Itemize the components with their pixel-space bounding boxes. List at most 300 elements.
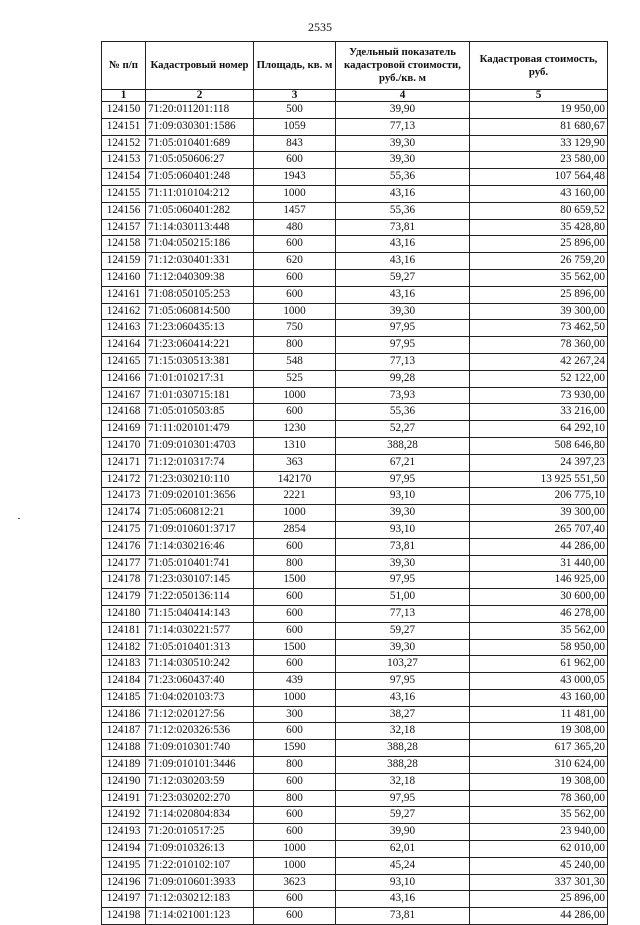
cadastral-number-cell: 71:20:011201:118 [146,102,254,119]
cadastral-number-cell: 71:05:060812:21 [146,505,254,522]
area-cell: 600 [254,622,336,639]
area-cell: 1059 [254,118,336,135]
table-row [102,236,608,253]
cadastral-number-cell: 71:11:020101:479 [146,421,254,438]
area-cell: 600 [254,656,336,673]
table-row [102,421,608,438]
cadastral-value-cell: 24 397,23 [470,454,608,471]
area-cell: 600 [254,286,336,303]
cadastral-value-cell: 61 962,00 [470,656,608,673]
area-cell: 600 [254,807,336,824]
cadastral-value-cell: 19 308,00 [470,773,608,790]
cadastral-number-cell: 71:23:030202:270 [146,790,254,807]
cadastral-value-cell: 78 360,00 [470,790,608,807]
cadastral-number-cell: 71:05:010401:313 [146,639,254,656]
row-number-cell: 124158 [102,236,146,253]
area-cell: 1000 [254,857,336,874]
unit-rate-cell: 38,27 [336,706,470,723]
area-cell: 1500 [254,639,336,656]
unit-rate-cell: 39,30 [336,135,470,152]
row-number-cell: 124157 [102,219,146,236]
column-number: 2 [146,90,254,102]
table-row [102,437,608,454]
cadastral-number-cell: 71:05:050606:27 [146,152,254,169]
unit-rate-cell: 67,21 [336,454,470,471]
area-cell: 800 [254,555,336,572]
table-row [102,639,608,656]
cadastral-value-cell: 80 659,52 [470,202,608,219]
cadastral-number-cell: 71:23:060437:40 [146,673,254,690]
cadastral-value-cell: 44 286,00 [470,908,608,925]
area-cell: 750 [254,320,336,337]
unit-rate-cell: 55,36 [336,404,470,421]
row-number-cell: 124160 [102,269,146,286]
cadastral-value-cell: 310 624,00 [470,757,608,774]
area-cell: 600 [254,152,336,169]
row-number-cell: 124197 [102,891,146,908]
cadastral-number-cell: 71:20:010517:25 [146,824,254,841]
unit-rate-cell: 62,01 [336,841,470,858]
cadastral-number-cell: 71:12:040309:38 [146,269,254,286]
area-cell: 600 [254,589,336,606]
row-number-cell: 124172 [102,471,146,488]
cadastral-number-cell: 71:22:050136:114 [146,589,254,606]
cadastral-number-cell: 71:12:010317:74 [146,454,254,471]
cadastral-value-cell: 107 564,48 [470,169,608,186]
table-row [102,656,608,673]
unit-rate-cell: 39,30 [336,303,470,320]
table-row [102,521,608,538]
row-number-cell: 124191 [102,790,146,807]
cadastral-value-cell: 73 462,50 [470,320,608,337]
table-row [102,202,608,219]
unit-rate-cell: 73,93 [336,387,470,404]
row-number-cell: 124173 [102,488,146,505]
area-cell: 1230 [254,421,336,438]
cadastral-value-cell: 39 300,00 [470,505,608,522]
margin-mark [18,518,20,519]
header-area: Площадь, кв. м [254,42,336,90]
column-number: 5 [470,90,608,102]
cadastral-value-cell: 33 129,90 [470,135,608,152]
row-number-cell: 124192 [102,807,146,824]
row-number-cell: 124179 [102,589,146,606]
cadastral-value-cell: 78 360,00 [470,337,608,354]
cadastral-value-cell: 617 365,20 [470,740,608,757]
cadastral-value-cell: 58 950,00 [470,639,608,656]
table-row [102,387,608,404]
cadastral-number-cell: 71:14:021001:123 [146,908,254,925]
area-cell: 142170 [254,471,336,488]
table-row [102,303,608,320]
unit-rate-cell: 39,30 [336,639,470,656]
unit-rate-cell: 77,13 [336,353,470,370]
cadastral-number-cell: 71:12:030401:331 [146,253,254,270]
row-number-cell: 124151 [102,118,146,135]
row-number-cell: 124177 [102,555,146,572]
row-number-cell: 124169 [102,421,146,438]
cadastral-number-cell: 71:04:020103:73 [146,689,254,706]
cadastral-value-cell: 52 122,00 [470,370,608,387]
row-number-cell: 124165 [102,353,146,370]
cadastral-value-cell: 81 680,67 [470,118,608,135]
row-number-cell: 124153 [102,152,146,169]
row-number-cell: 124156 [102,202,146,219]
unit-rate-cell: 97,95 [336,320,470,337]
table-row [102,555,608,572]
row-number-cell: 124194 [102,841,146,858]
table-row [102,857,608,874]
cadastral-number-cell: 71:05:010401:689 [146,135,254,152]
unit-rate-cell: 73,81 [336,219,470,236]
table-row [102,118,608,135]
unit-rate-cell: 43,16 [336,689,470,706]
cadastral-value-table [101,41,608,925]
table-row [102,320,608,337]
unit-rate-cell: 32,18 [336,773,470,790]
row-number-cell: 124171 [102,454,146,471]
cadastral-number-cell: 71:15:030513:381 [146,353,254,370]
area-cell: 500 [254,102,336,119]
row-number-cell: 124166 [102,370,146,387]
cadastral-value-cell: 25 896,00 [470,286,608,303]
cadastral-value-cell: 43 000,05 [470,673,608,690]
table-row [102,605,608,622]
unit-rate-cell: 97,95 [336,337,470,354]
cadastral-value-cell: 508 646,80 [470,437,608,454]
column-number: 4 [336,90,470,102]
area-cell: 600 [254,605,336,622]
row-number-cell: 124162 [102,303,146,320]
row-number-cell: 124189 [102,757,146,774]
area-cell: 1000 [254,841,336,858]
header-unit-rate: Удельный показатель кадастровой стоимости, руб./кв. м [336,42,470,90]
cadastral-value-cell: 35 562,00 [470,269,608,286]
table-row [102,404,608,421]
area-cell: 600 [254,538,336,555]
area-cell: 1000 [254,185,336,202]
row-number-cell: 124174 [102,505,146,522]
cadastral-number-cell: 71:14:030221:577 [146,622,254,639]
unit-rate-cell: 93,10 [336,488,470,505]
unit-rate-cell: 51,00 [336,589,470,606]
table-row [102,353,608,370]
table-row [102,773,608,790]
unit-rate-cell: 388,28 [336,740,470,757]
cadastral-number-cell: 71:01:030715:181 [146,387,254,404]
area-cell: 3623 [254,874,336,891]
table-row [102,706,608,723]
area-cell: 300 [254,706,336,723]
area-cell: 600 [254,723,336,740]
cadastral-number-cell: 71:09:010301:4703 [146,437,254,454]
area-cell: 1943 [254,169,336,186]
cadastral-value-cell: 265 707,40 [470,521,608,538]
table-row [102,790,608,807]
table-row [102,673,608,690]
cadastral-number-cell: 71:08:050105:253 [146,286,254,303]
table-row [102,622,608,639]
unit-rate-cell: 97,95 [336,673,470,690]
row-number-cell: 124187 [102,723,146,740]
cadastral-value-cell: 64 292,10 [470,421,608,438]
column-number-row [102,90,608,102]
cadastral-value-cell: 43 160,00 [470,185,608,202]
unit-rate-cell: 43,16 [336,891,470,908]
unit-rate-cell: 55,36 [336,169,470,186]
cadastral-value-cell: 33 216,00 [470,404,608,421]
row-number-cell: 124198 [102,908,146,925]
table-row [102,807,608,824]
unit-rate-cell: 43,16 [336,253,470,270]
area-cell: 600 [254,236,336,253]
cadastral-value-cell: 19 950,00 [470,102,608,119]
row-number-cell: 124159 [102,253,146,270]
unit-rate-cell: 73,81 [336,908,470,925]
unit-rate-cell: 59,27 [336,807,470,824]
table-row [102,152,608,169]
unit-rate-cell: 52,27 [336,421,470,438]
area-cell: 800 [254,337,336,354]
unit-rate-cell: 39,90 [336,102,470,119]
cadastral-value-cell: 25 896,00 [470,236,608,253]
table-row [102,370,608,387]
table-row [102,538,608,555]
cadastral-number-cell: 71:09:010601:3717 [146,521,254,538]
row-number-cell: 124175 [102,521,146,538]
cadastral-value-cell: 44 286,00 [470,538,608,555]
column-number: 1 [102,90,146,102]
unit-rate-cell: 97,95 [336,572,470,589]
cadastral-number-cell: 71:05:010503:85 [146,404,254,421]
row-number-cell: 124190 [102,773,146,790]
unit-rate-cell: 97,95 [336,790,470,807]
row-number-cell: 124184 [102,673,146,690]
unit-rate-cell: 39,30 [336,152,470,169]
cadastral-number-cell: 71:05:060401:282 [146,202,254,219]
cadastral-value-cell: 23 940,00 [470,824,608,841]
area-cell: 2854 [254,521,336,538]
cadastral-number-cell: 71:01:010217:31 [146,370,254,387]
table-row [102,505,608,522]
cadastral-number-cell: 71:09:010101:3446 [146,757,254,774]
table-row [102,689,608,706]
cadastral-value-cell: 146 925,00 [470,572,608,589]
area-cell: 1590 [254,740,336,757]
table-row [102,253,608,270]
table-row [102,874,608,891]
table-row [102,740,608,757]
row-number-cell: 124168 [102,404,146,421]
cadastral-value-cell: 39 300,00 [470,303,608,320]
area-cell: 1000 [254,505,336,522]
unit-rate-cell: 43,16 [336,185,470,202]
row-number-cell: 124188 [102,740,146,757]
area-cell: 1000 [254,387,336,404]
table-row [102,757,608,774]
cadastral-value-cell: 43 160,00 [470,689,608,706]
row-number-cell: 124154 [102,169,146,186]
cadastral-value-cell: 13 925 551,50 [470,471,608,488]
cadastral-number-cell: 71:09:010601:3933 [146,874,254,891]
unit-rate-cell: 77,13 [336,605,470,622]
unit-rate-cell: 59,27 [336,269,470,286]
table-row [102,488,608,505]
cadastral-number-cell: 71:14:030113:448 [146,219,254,236]
cadastral-value-cell: 11 481,00 [470,706,608,723]
header-row-number: № п/п [102,42,146,90]
area-cell: 2221 [254,488,336,505]
unit-rate-cell: 388,28 [336,437,470,454]
unit-rate-cell: 55,36 [336,202,470,219]
cadastral-number-cell: 71:23:060414:221 [146,337,254,354]
cadastral-value-cell: 31 440,00 [470,555,608,572]
cadastral-number-cell: 71:14:030510:242 [146,656,254,673]
unit-rate-cell: 77,13 [336,118,470,135]
cadastral-number-cell: 71:23:060435:13 [146,320,254,337]
cadastral-value-cell: 25 896,00 [470,891,608,908]
unit-rate-cell: 93,10 [336,874,470,891]
cadastral-number-cell: 71:14:020804:834 [146,807,254,824]
table-row [102,269,608,286]
cadastral-value-cell: 23 580,00 [470,152,608,169]
area-cell: 843 [254,135,336,152]
row-number-cell: 124180 [102,605,146,622]
table-row [102,723,608,740]
cadastral-number-cell: 71:09:030301:1586 [146,118,254,135]
table-row [102,135,608,152]
unit-rate-cell: 93,10 [336,521,470,538]
area-cell: 1000 [254,689,336,706]
cadastral-value-cell: 35 562,00 [470,807,608,824]
cadastral-value-cell: 337 301,30 [470,874,608,891]
area-cell: 600 [254,404,336,421]
cadastral-number-cell: 71:15:040414:143 [146,605,254,622]
cadastral-number-cell: 71:12:020127:56 [146,706,254,723]
area-cell: 480 [254,219,336,236]
cadastral-number-cell: 71:09:010301:740 [146,740,254,757]
area-cell: 600 [254,908,336,925]
header-row [102,42,608,90]
table-row [102,219,608,236]
area-cell: 600 [254,891,336,908]
table-row [102,589,608,606]
cadastral-number-cell: 71:12:030212:183 [146,891,254,908]
cadastral-number-cell: 71:22:010102:107 [146,857,254,874]
cadastral-number-cell: 71:05:060814:500 [146,303,254,320]
column-number: 3 [254,90,336,102]
table-row [102,572,608,589]
table-row [102,102,608,119]
unit-rate-cell: 43,16 [336,286,470,303]
area-cell: 1500 [254,572,336,589]
header-cadastral-value: Кадастровая стоимость, руб. [470,42,608,90]
cadastral-number-cell: 71:05:060401:248 [146,169,254,186]
cadastral-number-cell: 71:09:020101:3656 [146,488,254,505]
table-body [102,102,608,925]
cadastral-value-cell: 42 267,24 [470,353,608,370]
cadastral-number-cell: 71:14:030216:46 [146,538,254,555]
area-cell: 600 [254,269,336,286]
table-row [102,891,608,908]
row-number-cell: 124163 [102,320,146,337]
row-number-cell: 124176 [102,538,146,555]
cadastral-number-cell: 71:12:020326:536 [146,723,254,740]
row-number-cell: 124181 [102,622,146,639]
row-number-cell: 124182 [102,639,146,656]
cadastral-number-cell: 71:09:010326:13 [146,841,254,858]
cadastral-value-cell: 30 600,00 [470,589,608,606]
area-cell: 800 [254,790,336,807]
cadastral-value-cell: 26 759,20 [470,253,608,270]
cadastral-value-cell: 19 308,00 [470,723,608,740]
cadastral-value-cell: 46 278,00 [470,605,608,622]
area-cell: 600 [254,773,336,790]
cadastral-number-cell: 71:12:030203:59 [146,773,254,790]
area-cell: 600 [254,824,336,841]
table-row [102,471,608,488]
row-number-cell: 124170 [102,437,146,454]
unit-rate-cell: 32,18 [336,723,470,740]
row-number-cell: 124186 [102,706,146,723]
cadastral-number-cell: 71:05:010401:741 [146,555,254,572]
area-cell: 1310 [254,437,336,454]
page-number: 2535 [308,20,332,34]
table-row [102,841,608,858]
cadastral-number-cell: 71:23:030210:110 [146,471,254,488]
unit-rate-cell: 39,30 [336,505,470,522]
area-cell: 1457 [254,202,336,219]
area-cell: 620 [254,253,336,270]
cadastral-number-cell: 71:04:050215:186 [146,236,254,253]
unit-rate-cell: 103,27 [336,656,470,673]
table-row [102,824,608,841]
row-number-cell: 124195 [102,857,146,874]
row-number-cell: 124150 [102,102,146,119]
table-row [102,908,608,925]
row-number-cell: 124178 [102,572,146,589]
cadastral-number-cell: 71:11:010104:212 [146,185,254,202]
row-number-cell: 124193 [102,824,146,841]
cadastral-value-cell: 62 010,00 [470,841,608,858]
area-cell: 1000 [254,303,336,320]
area-cell: 363 [254,454,336,471]
row-number-cell: 124155 [102,185,146,202]
table-row [102,169,608,186]
unit-rate-cell: 99,28 [336,370,470,387]
area-cell: 800 [254,757,336,774]
table-row [102,286,608,303]
cadastral-value-cell: 35 428,80 [470,219,608,236]
unit-rate-cell: 39,90 [336,824,470,841]
cadastral-value-cell: 35 562,00 [470,622,608,639]
cadastral-value-cell: 73 930,00 [470,387,608,404]
unit-rate-cell: 39,30 [336,555,470,572]
unit-rate-cell: 73,81 [336,538,470,555]
row-number-cell: 124185 [102,689,146,706]
row-number-cell: 124152 [102,135,146,152]
row-number-cell: 124196 [102,874,146,891]
row-number-cell: 124161 [102,286,146,303]
header-cadastral-number: Кадастровый номер [146,42,254,90]
unit-rate-cell: 43,16 [336,236,470,253]
area-cell: 439 [254,673,336,690]
unit-rate-cell: 45,24 [336,857,470,874]
unit-rate-cell: 388,28 [336,757,470,774]
row-number-cell: 124167 [102,387,146,404]
area-cell: 548 [254,353,336,370]
area-cell: 525 [254,370,336,387]
